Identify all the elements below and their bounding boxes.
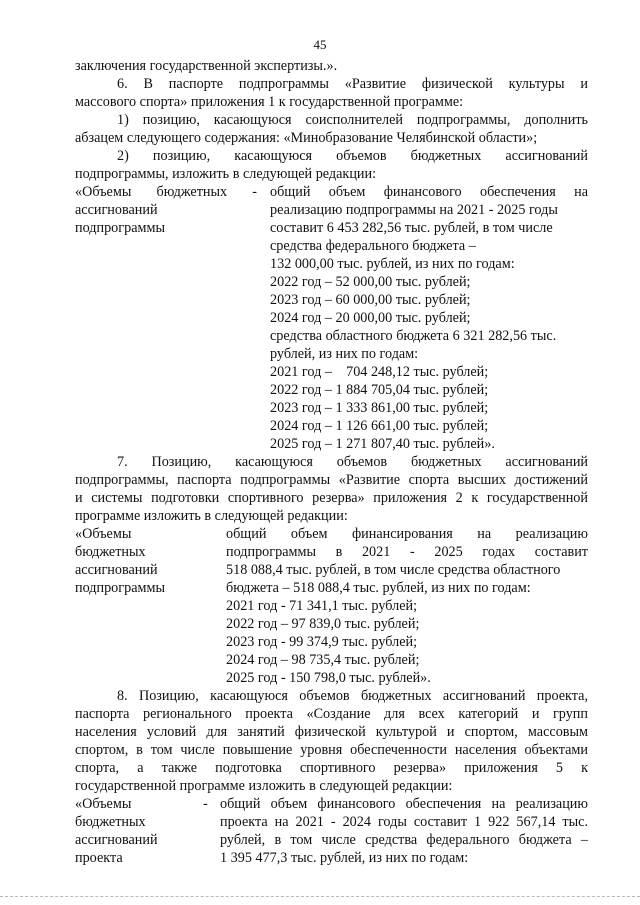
table-value: рублей, из них по годам: (270, 346, 419, 362)
page-bottom-rule (0, 896, 640, 897)
table-value: 2022 год – 1 884 705,04 тыс. рублей; (270, 382, 489, 398)
table-value: 2021 год - 71 341,1 тыс. рублей; (226, 598, 418, 614)
table-value: 2024 год – 1 126 661,00 тыс. рублей; (270, 418, 489, 434)
table-label: проекта (75, 850, 123, 866)
text-line: подпрограммы, паспорта подпрограммы «Развитие спорта высших достижений (75, 472, 588, 488)
table-value: 2025 год - 150 798,0 тыс. рублей». (226, 670, 431, 686)
table-label: ассигнований (75, 202, 158, 218)
table-value: 2024 год – 20 000,00 тыс. рублей; (270, 310, 471, 326)
text-line: 2) позицию, касающуюся объемов бюджетных ассигнований (117, 148, 588, 164)
text-line: массового спорта» приложения 1 к государственной программе: (75, 94, 464, 110)
table-value: 2023 год – 60 000,00 тыс. рублей; (270, 292, 471, 308)
table-dash: - (203, 796, 208, 812)
table-label: подпрограммы (75, 220, 165, 236)
text-line: государственной программе изложить в следующей редакции: (75, 778, 453, 794)
table-value: 2023 год – 1 333 861,00 тыс. рублей; (270, 400, 489, 416)
table-value: общий объем финансового обеспечения на (270, 184, 588, 200)
text-line: 7. Позицию, касающуюся объемов бюджетных ассигнований (117, 454, 588, 470)
table-value: 518 088,4 тыс. рублей, в том числе средства областного (226, 562, 561, 578)
table-value: составит 6 453 282,56 тыс. рублей, в том числе (270, 220, 553, 236)
text-line: абзацем следующего содержания: «Минобразование Челябинской области»; (75, 130, 538, 146)
text-line: и системы подготовки спортивного резерва» приложения 2 к государственной (75, 490, 588, 506)
table-label: «Объемы бюджетных - (75, 184, 257, 200)
table-value: средства областного бюджета 6 321 282,56 тыс. (270, 328, 557, 344)
table-value: проекта на 2021 - 2024 годы составит 1 922 567,14 тыс. (220, 814, 588, 830)
table-label: бюджетных (75, 814, 146, 830)
text-line: 8. Позицию, касающуюся объемов бюджетных ассигнований проекта, (117, 688, 588, 704)
text-line: 6. В паспорте подпрограммы «Развитие физической культуры и (117, 76, 588, 92)
text-line: населения условий для занятий физической культурой и спортом, массовым (75, 724, 588, 740)
text-line: заключения государственной экспертизы.». (75, 58, 338, 74)
table-label: подпрограммы (75, 580, 165, 596)
table-label: ассигнований (75, 562, 158, 578)
table-value: 2024 год – 98 735,4 тыс. рублей; (226, 652, 420, 668)
table-value: 2022 год – 97 839,0 тыс. рублей; (226, 616, 420, 632)
table-value: бюджета – 518 088,4 тыс. рублей, из них по годам: (226, 580, 531, 596)
table-value: 132 000,00 тыс. рублей, из них по годам: (270, 256, 515, 272)
table-value: общий объем финансового обеспечения на реализацию (220, 796, 588, 812)
table-label: «Объемы (75, 526, 132, 542)
table-label: бюджетных (75, 544, 146, 560)
text-line: 1) позицию, касающуюся соисполнителей подпрограммы, дополнить (117, 112, 588, 128)
table-value: 1 395 477,3 тыс. рублей, из них по годам: (220, 850, 469, 866)
page-number: 45 (313, 37, 327, 52)
text-line: подпрограммы, изложить в следующей редакции: (75, 166, 377, 182)
table-value: общий объем финансирования на реализацию (226, 526, 588, 542)
table-label: «Объемы (75, 796, 132, 812)
table-label: ассигнований (75, 832, 158, 848)
text-line: программе изложить в следующей редакции: (75, 508, 348, 524)
text-line: паспорта регионального проекта «Создание для всех категорий и групп (75, 706, 588, 722)
table-value: 2022 год – 52 000,00 тыс. рублей; (270, 274, 471, 290)
text-line: спорта, а также подготовка спортивного резерва» приложения 5 к (75, 760, 588, 776)
table-value: 2023 год - 99 374,9 тыс. рублей; (226, 634, 418, 650)
table-value: 2021 год – 704 248,12 тыс. рублей; (270, 364, 489, 380)
table-value: реализацию подпрограммы на 2021 - 2025 годы (270, 202, 558, 218)
text-line: спортом, в том числе повышение уровня обеспеченности населения объектами (75, 742, 588, 758)
table-value: рублей, в том числе средства федерального бюджета – (220, 832, 588, 848)
table-value: 2025 год – 1 271 807,40 тыс. рублей». (270, 436, 495, 452)
table-value: подпрограммы в 2021 - 2025 годах составит (226, 544, 588, 560)
table-value: средства федерального бюджета – (270, 238, 476, 254)
